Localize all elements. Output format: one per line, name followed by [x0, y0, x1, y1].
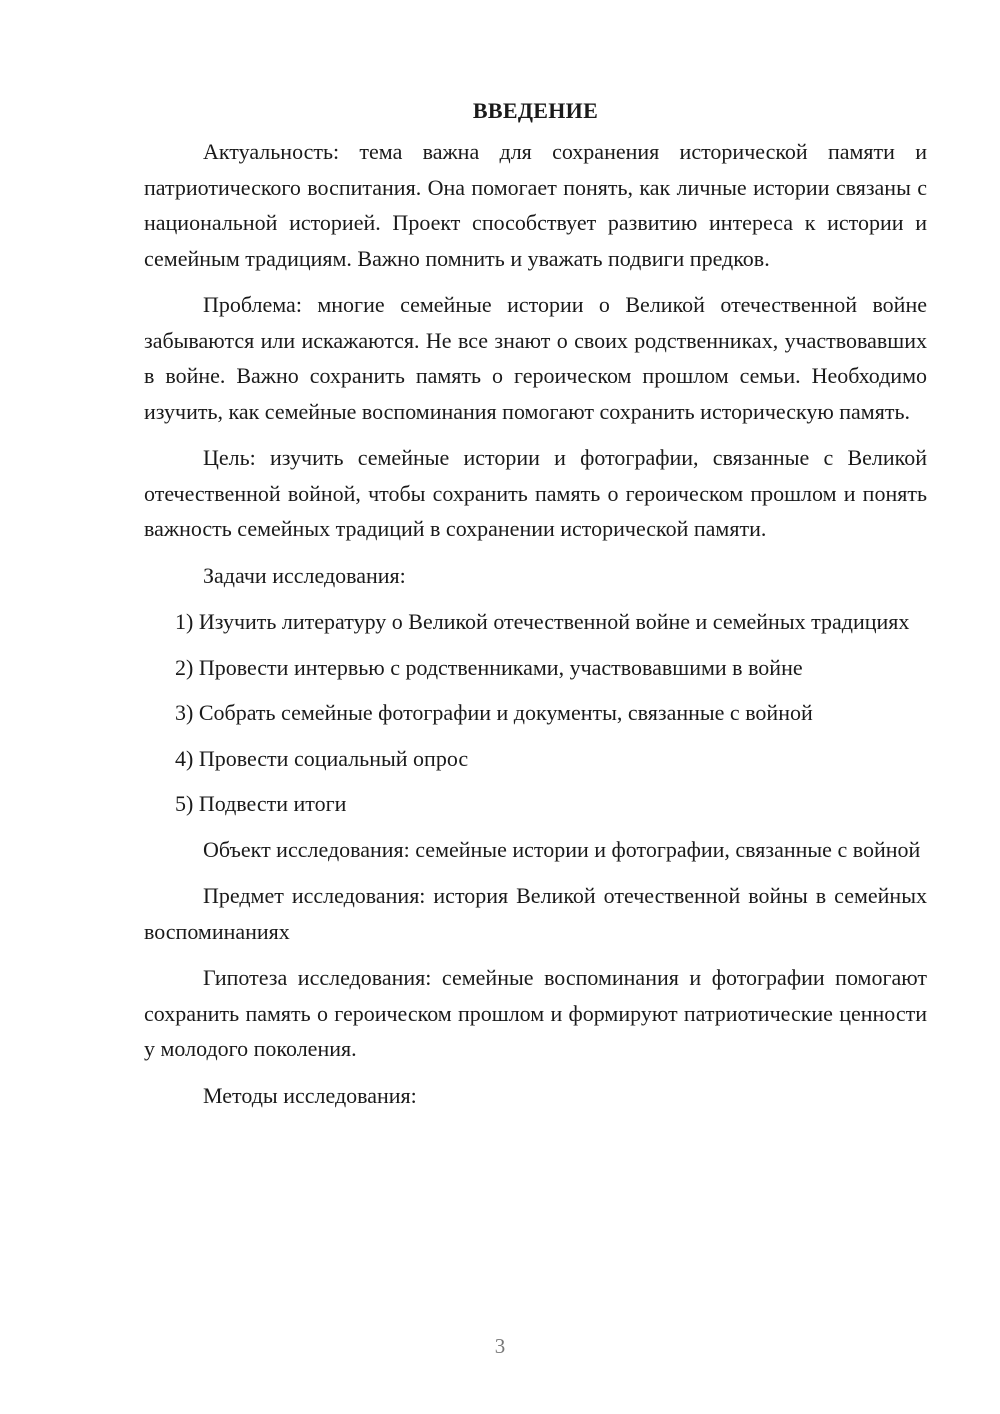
goal-paragraph: Цель: изучить семейные истории и фотографии, связанные с Великой отечественной войной, чтобы сохранить память о героическом прошлом и понять важность семейных традиций в сохранении исторической памяти. [144, 445, 927, 541]
hypothesis-paragraph: Гипотеза исследования: семейные воспоминания и фотографии помогают сохранить память о героическом прошлом и формируют патриотические ценности у молодого поколения. [144, 965, 927, 1061]
section-title: ВВЕДЕНИЕ [472, 98, 599, 123]
subject-paragraph: Предмет исследования: история Великой отечественной войны в семейных воспоминаниях [144, 883, 927, 944]
tasks-heading: Задачи исследования: [203, 562, 406, 588]
relevance-paragraph: Актуальность: тема важна для сохранения исторической памяти и патриотического воспитания. Она помогает понять, как личные истории связаны с национальной историей. Проект способствует развитию интереса к истории и семейным традициям. Важно помнить и уважать подвиги предков. [144, 139, 927, 271]
list-item: 5) Подвести итоги [175, 791, 347, 816]
list-item: 3) Собрать семейные фотографии и документы, связанные с войной [175, 700, 813, 725]
list-item: 1) Изучить литературу о Великой отечественной войне и семейных традициях [175, 609, 910, 634]
methods-heading: Методы исследования: [203, 1082, 417, 1108]
list-item: 2) Провести интервью с родственниками, участвовавшими в войне [175, 654, 803, 680]
page-number: 3 [494, 1334, 506, 1358]
object-paragraph: Объект исследования: семейные истории и фотографии, связанные с войной [203, 836, 921, 862]
document-page [144, 94, 927, 1124]
problem-paragraph: Проблема: многие семейные истории о Великой отечественной войне забываются или искажаются. Не все знают о своих родственниках, участвовавших в войне. Важно сохранить память о героическом прошлом семьи. Необходимо изучить, как семейные воспоминания помогают сохранить историческую память. [144, 292, 927, 424]
tasks-list [144, 604, 927, 822]
list-item: 4) Провести социальный опрос [175, 745, 469, 771]
